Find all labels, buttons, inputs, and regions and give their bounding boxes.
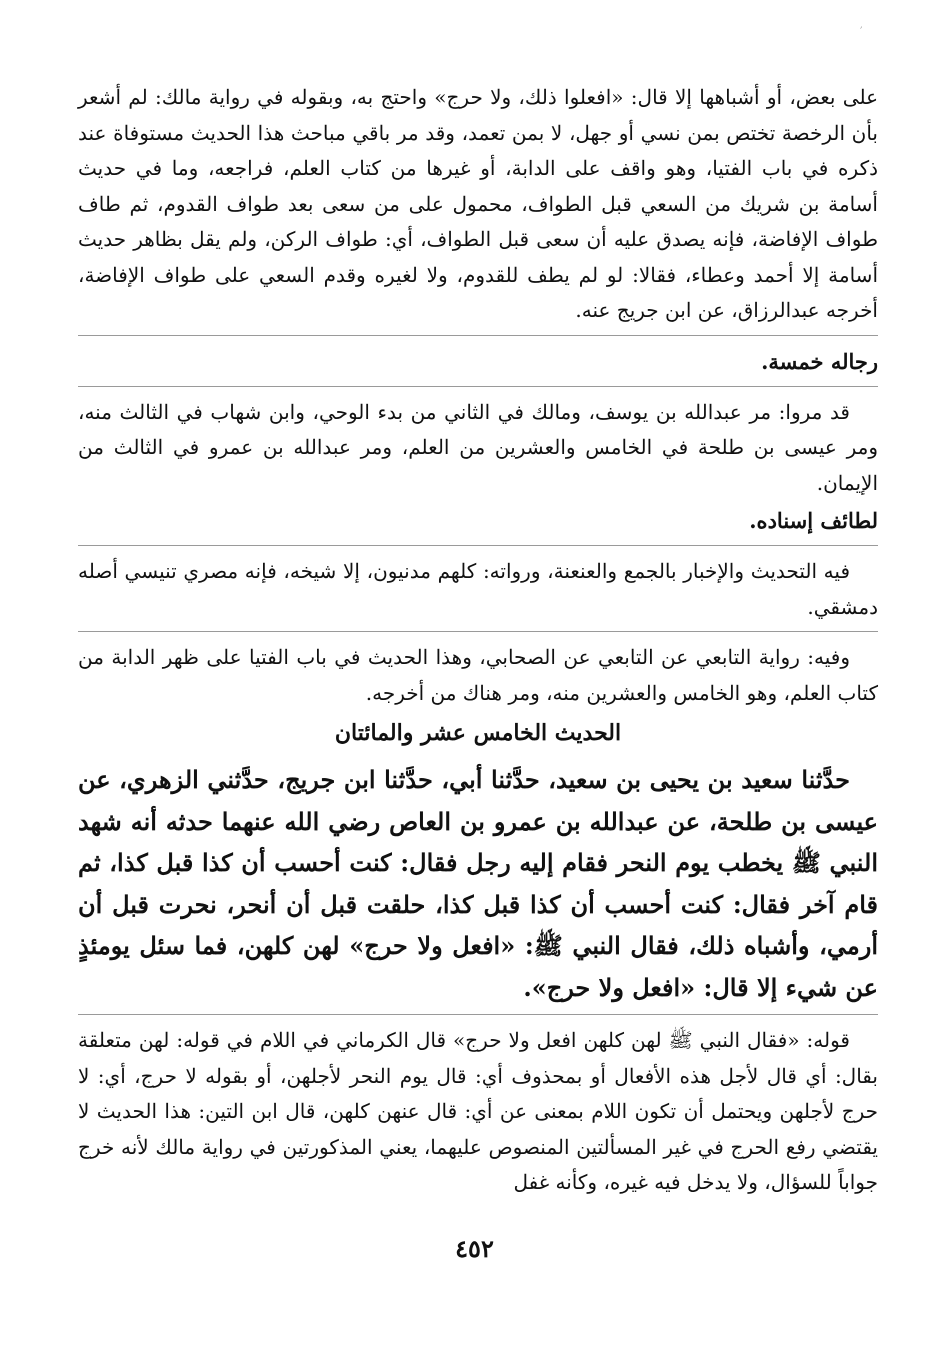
section-heading-isnad: لطائف إسناده. (749, 508, 878, 533)
corner-mark: ׳ (860, 24, 863, 35)
narration-note-paragraph: وفيه: رواية التابعي عن التابعي عن الصحابي، وهذا الحديث في باب الفتيا على ظهر الدابة من كتاب العلم، وهو الخامس والعشرين منه، ومر هناك من أخرجه. (78, 645, 878, 705)
hadith-title: الحديث الخامس عشر والمائتان (334, 720, 622, 746)
commentary-paragraph-2: قوله: «فقال النبي ﷺ لهن كلهن افعل ولا حرج» قال الكرماني في اللام في قوله: لهن متعلقة بقال: أي قال لأجل هذه الأفعال أو بمحذوف أي: قال يوم النحر لأجلهن، أو بقوله لا حرج، أي: لا حرج لأجلهن ويحتمل أن تكون اللام بمعنى عن أي: قال عنهن كلهن، قال ابن التين: هذا الحديث لا يقتضي رفع الحرج في غير المسألتين المنصوص عليهما، يعني المذكورتين في رواية مالك لأنه خرج جواباً للسؤال، ولا يدخل فيه غيره، وكأنه غفل (78, 1028, 878, 1194)
divider-1 (78, 335, 878, 336)
narrators-paragraph: قد مروا: مر عبدالله بن يوسف، ومالك في الثاني من بدء الوحي، وابن شهاب في الثالث منه، ومر عيسى بن طلحة في الخامس والعشرين من العلم، ومر عبدالله بن عمرو في الثالث من الإيمان. (78, 399, 878, 495)
page-body (78, 80, 878, 1201)
divider-5 (78, 1014, 878, 1015)
isnad-paragraph: فيه التحديث والإخبار بالجمع والعنعنة، ورواته: كلهم مدنيون، إلا شيخه، فإنه مصري تنيسي أصله دمشقي. (78, 559, 878, 619)
commentary-paragraph-1: على بعض، أو أشباهها إلا قال: «افعلوا ذلك، ولا حرج» واحتج به، وبقوله في رواية مالك: لم أشعر بأن الرخصة تختص بمن نسي أو جهل، لا بمن تعمد، وقد مر باقي مباحث هذا الحديث مستوفاة عند ذكره في باب الفتيا، وهو واقف على الدابة، أو غيرها من كتاب العلم، فراجعه، وما في حديث أسامة بن شريك من السعي قبل الطواف، محمول على من سعى بعد طواف القدوم، ثم طاف طواف الإفاضة، فإنه يصدق عليه أن سعى قبل الطواف، أي: طواف الركن، ولم يقل بظاهر حديث أسامة إلا أحمد وعطاء، فقالا: لو لم يطف للقدوم، ولا لغيره وقدم السعي على طواف الإفاضة، أخرجه عبدالرزاق، عن ابن جريج عنه. (78, 85, 878, 322)
divider-2 (78, 386, 878, 387)
hadith-text: حدَّثنا سعيد بن يحيى بن سعيد، حدَّثنا أبي، حدَّثنا ابن جريج، حدَّثني الزهري، عن عيسى بن طلحة، عن عبدالله بن عمرو بن العاص رضي الله عنهما حدثه أنه شهد النبي ﷺ يخطب يوم النحر فقام إليه رجل فقال: كنت أحسب أن كذا قبل كذا، ثم قام آخر فقال: كنت أحسب أن كذا قبل كذا، حلقت قبل أن أنحر، نحرت قبل أن أرمي، وأشباه ذلك، فقال النبي ﷺ: «افعل ولا حرج» لهن كلهن، فما سئل يومئذٍ عن شيء إلا قال: «افعل ولا حرج». (78, 765, 878, 1002)
divider-4 (78, 631, 878, 632)
divider-3 (78, 545, 878, 546)
page-number: ٤٥٢ (455, 1234, 494, 1263)
section-heading-narrators: رجاله خمسة. (761, 348, 878, 374)
